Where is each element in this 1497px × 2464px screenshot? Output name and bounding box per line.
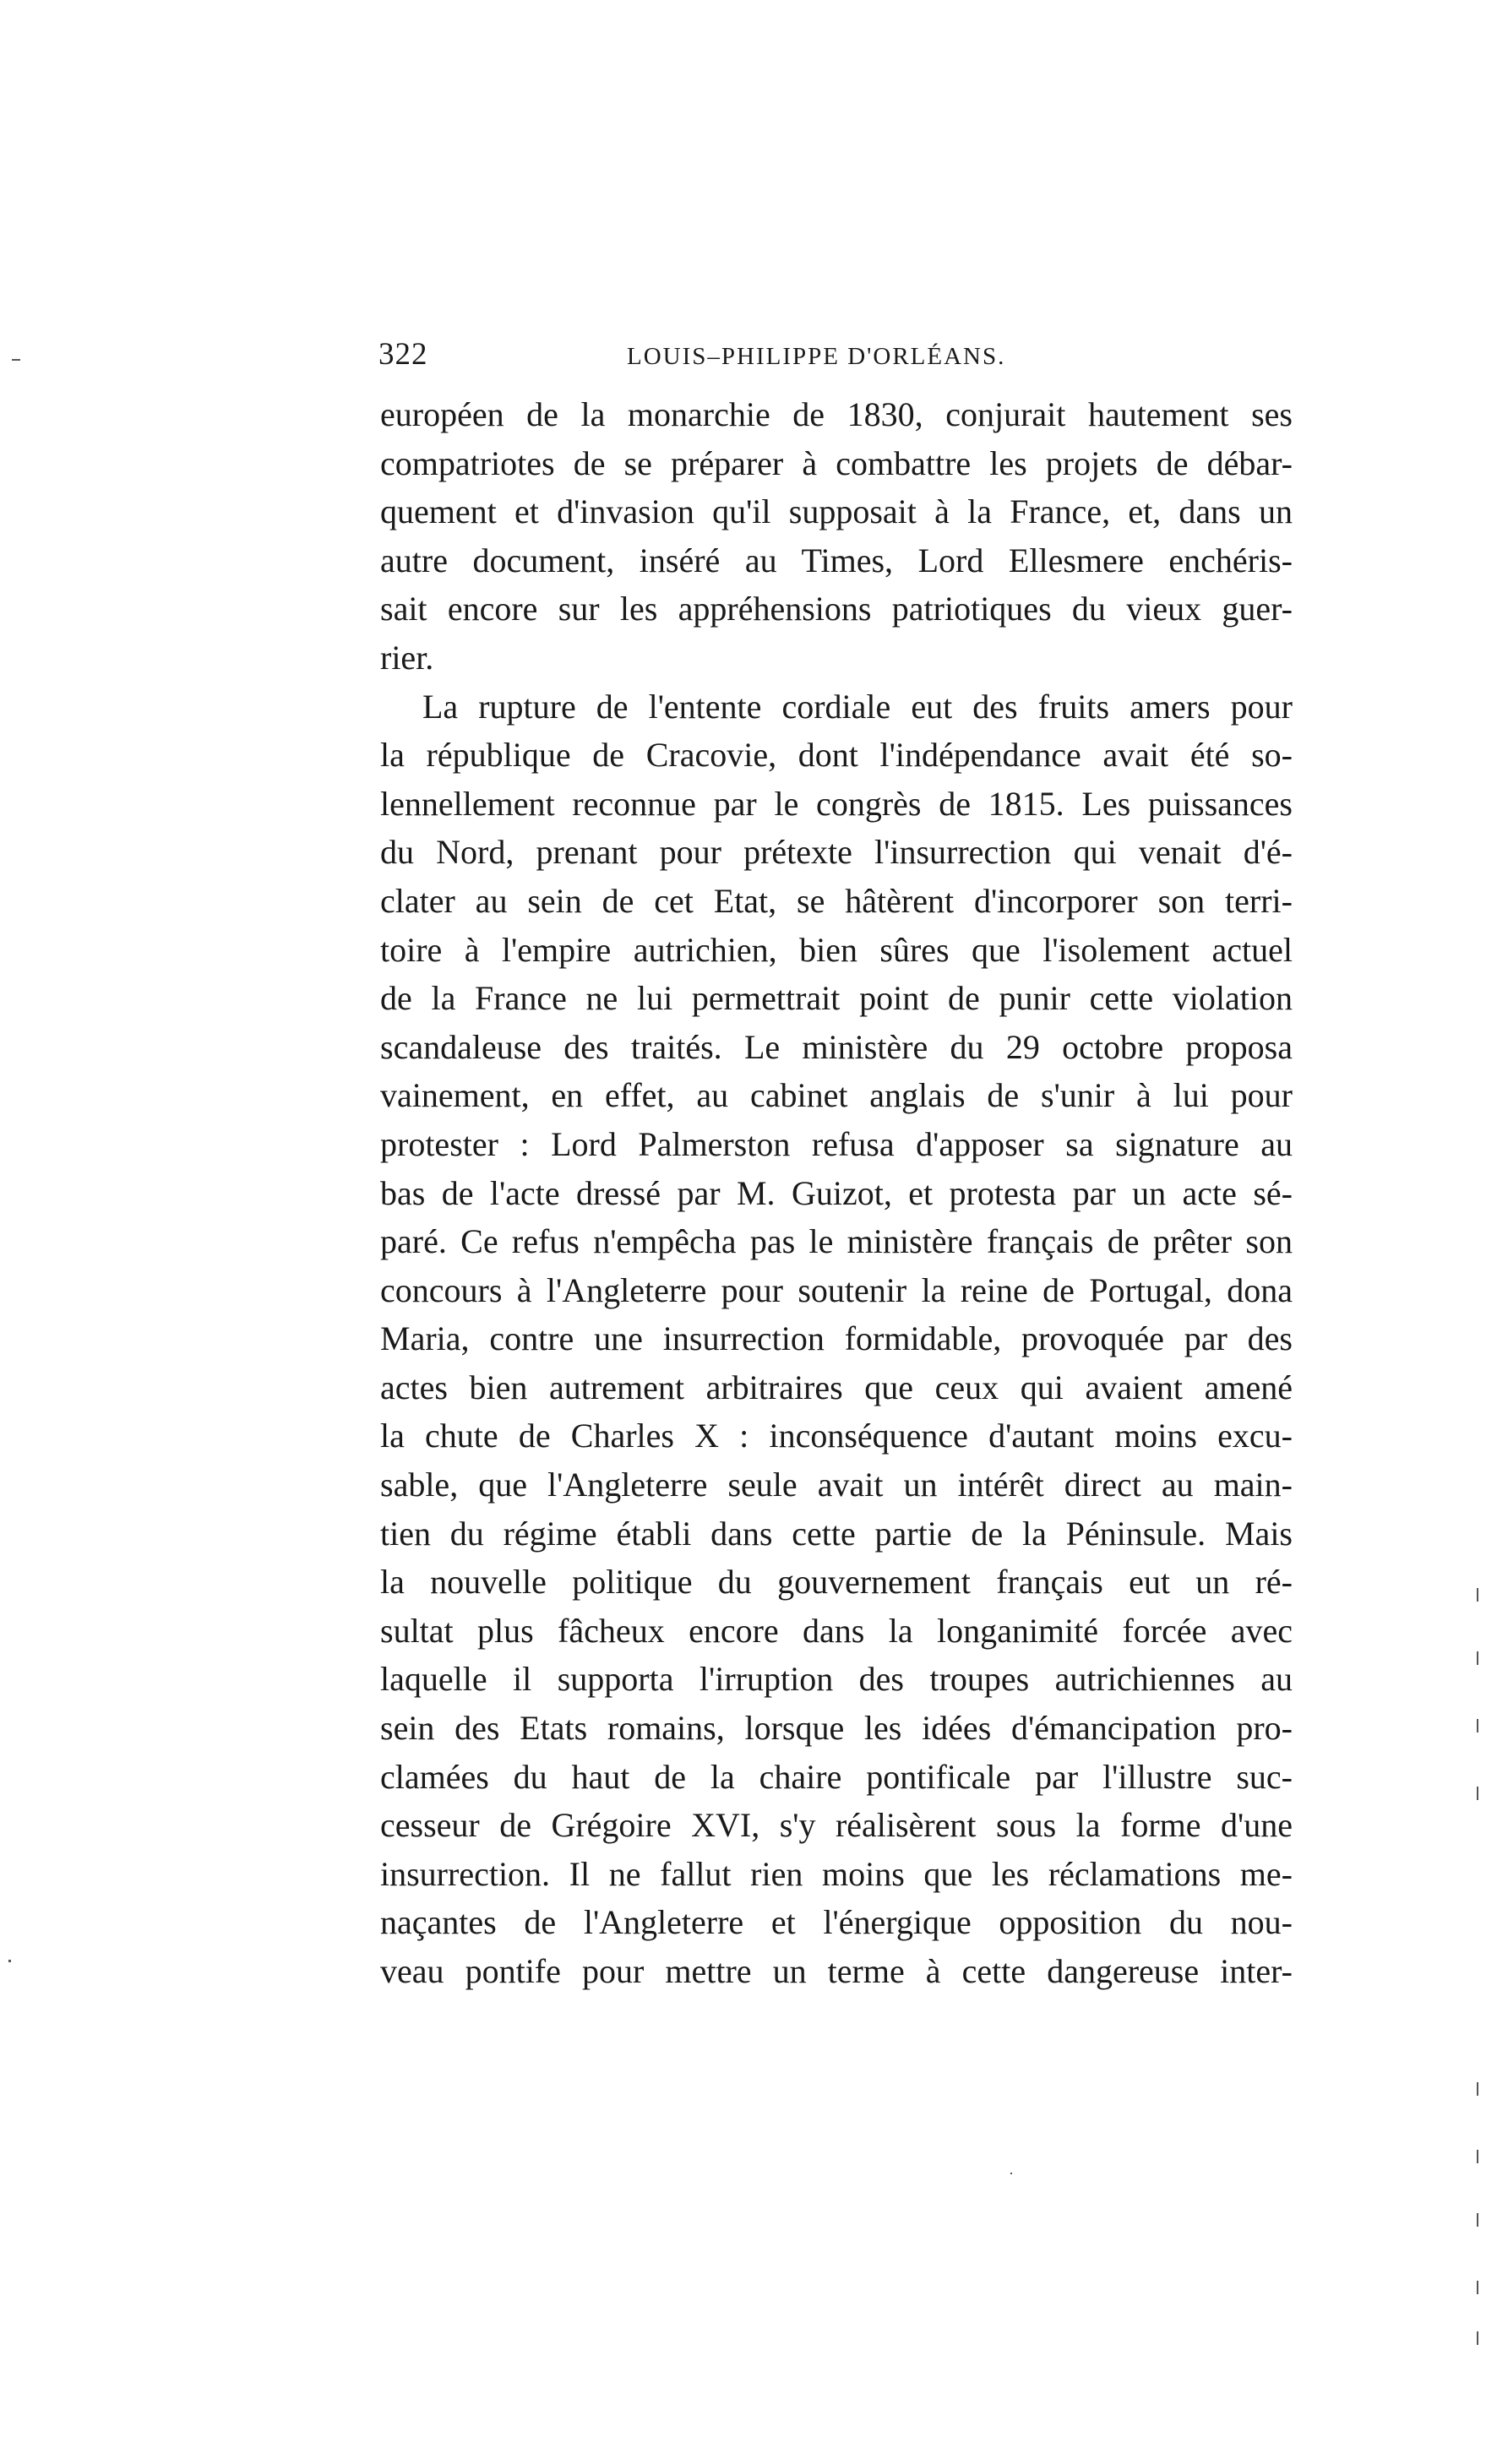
scan-margin-mark (1477, 2331, 1478, 2345)
text-line: du Nord, prenant pour prétexte l'insurrection qui venait d'é- (380, 833, 1293, 872)
text-line: compatriotes de se préparer à combattre les projets de débar- (380, 443, 1293, 482)
scan-margin-mark (1010, 2173, 1012, 2174)
text-line: veau pontife pour mettre un terme à cette dangereuse inter- (380, 1952, 1293, 1990)
scan-margin-mark (1477, 2150, 1478, 2163)
scan-margin-mark (1477, 2281, 1478, 2294)
paragraph-first-line: La rupture de l'entente cordiale eut des fruits amers pour (422, 687, 1293, 726)
scan-margin-mark (1477, 2082, 1478, 2096)
scan-margin-mark (8, 1960, 11, 1962)
text-line: de la France ne lui permettrait point de punir cette violation (380, 979, 1293, 1018)
text-line: protester : Lord Palmerston refusa d'apposer sa signature au (380, 1124, 1293, 1163)
text-line: clater au sein de cet Etat, se hâtèrent d'incorporer son terri- (380, 881, 1293, 920)
text-line: laquelle il supporta l'irruption des troupes autrichiennes au (380, 1660, 1293, 1699)
text-line: cesseur de Grégoire XVI, s'y réalisèrent sous la forme d'une (380, 1806, 1293, 1845)
scan-margin-mark (1477, 1588, 1478, 1602)
text-line: autre document, inséré au Times, Lord Ellesmere enchéris- (380, 541, 1293, 579)
text-line: bas de l'acte dressé par M. Guizot, et protesta par un acte sé- (380, 1173, 1293, 1212)
text-line: la nouvelle politique du gouvernement français eut un ré- (380, 1563, 1293, 1602)
text-line: européen de la monarchie de 1830, conjurait hautement ses (380, 395, 1293, 433)
scan-margin-mark (1477, 2213, 1478, 2227)
text-line: toire à l'empire autrichien, bien sûres que l'isolement actuel (380, 930, 1293, 969)
running-title: LOUIS–PHILIPPE D'ORLÉANS. (627, 343, 1006, 370)
text-line: sultat plus fâcheux encore dans la longanimité forcée avec (380, 1611, 1293, 1650)
text-line: sable, que l'Angleterre seule avait un intérêt direct au main- (380, 1466, 1293, 1504)
text-line: rier. (380, 638, 434, 677)
text-line: vainement, en effet, au cabinet anglais de s'unir à lui pour (380, 1076, 1293, 1115)
text-line: actes bien autrement arbitraires que ceux qui avaient amené (380, 1368, 1293, 1406)
body-text (380, 390, 1293, 1996)
text-line: paré. Ce refus n'empêcha pas le ministère français de prêter son (380, 1222, 1293, 1261)
text-line: la république de Cracovie, dont l'indépendance avait été so- (380, 736, 1293, 775)
text-line: naçantes de l'Angleterre et l'énergique opposition du nou- (380, 1903, 1293, 1942)
page-number: 322 (378, 337, 428, 372)
text-line: quement et d'invasion qu'il supposait à la France, et, dans un (380, 492, 1293, 531)
text-line: clamées du haut de la chaire pontificale par l'illustre suc- (380, 1757, 1293, 1796)
page-header (378, 336, 1291, 387)
text-line: sein des Etats romains, lorsque les idées d'émancipation pro- (380, 1709, 1293, 1748)
text-line: concours à l'Angleterre pour soutenir la reine de Portugal, dona (380, 1270, 1293, 1309)
text-line: Maria, contre une insurrection formidable, provoquée par des (380, 1319, 1293, 1358)
text-line: lennellement reconnue par le congrès de 1815. Les puissances (380, 784, 1293, 823)
scan-margin-mark (1477, 1719, 1478, 1732)
text-line: la chute de Charles X : inconséquence d'autant moins excu- (380, 1417, 1293, 1455)
scan-margin-mark (1477, 1787, 1478, 1800)
text-line: sait encore sur les appréhensions patriotiques du vieux guer- (380, 590, 1293, 628)
text-line: insurrection. Il ne fallut rien moins que les réclamations me- (380, 1854, 1293, 1893)
text-line: scandaleuse des traités. Le ministère du 29 octobre proposa (380, 1027, 1293, 1066)
scan-margin-mark (12, 359, 20, 361)
scan-margin-mark (1477, 1651, 1478, 1665)
text-line: tien du régime établi dans cette partie de la Péninsule. Mais (380, 1514, 1293, 1553)
